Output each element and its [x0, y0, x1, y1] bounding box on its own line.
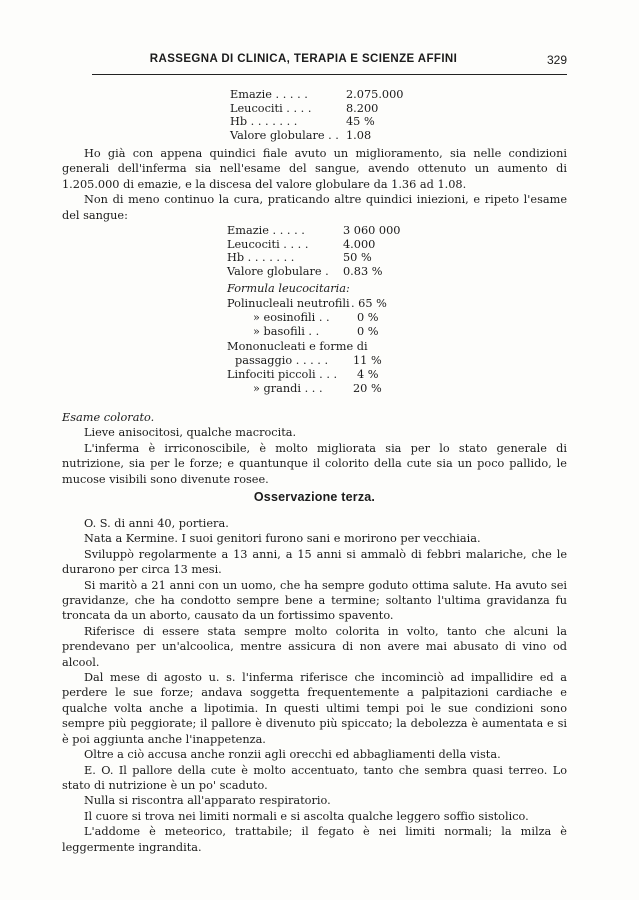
formula-title: Formula leucocitaria:: [227, 281, 350, 295]
row-label: » basofili . .: [253, 325, 320, 339]
paragraph: Ho già con appena quindici fiale avuto un miglioramento, sia nelle condizioni generali dell'inferma sia nell'esame del sangue, avendo ottenuto un aumento di 1.205.000 di emazie, e la discesa del valore globulare da 1.36 ad 1.08.: [62, 147, 567, 191]
row-value: 0 %: [357, 325, 379, 339]
table-row: [227, 224, 401, 238]
row-value: 2.075.000: [346, 88, 404, 101]
row-value: 50 %: [343, 251, 372, 265]
row-label: Valore globulare .: [227, 265, 329, 279]
table-row: [227, 237, 376, 252]
row-value: 4.000: [343, 237, 376, 251]
row-value: 20 %: [353, 382, 382, 396]
row-label: Emazie . . . . .: [230, 88, 308, 101]
paragraph: Non di meno continuo la cura, praticando altre quindici iniezioni, e ripeto l'esame del sangue:: [62, 193, 567, 222]
row-label: » eosinofili . .: [253, 311, 330, 325]
table-row: [227, 251, 372, 265]
subsection-title: Esame colorato.: [62, 411, 155, 424]
row-label: Polinucleali neutrofili: [227, 297, 350, 310]
row-value: 0 %: [357, 311, 379, 325]
page-number: 329: [546, 53, 567, 67]
row-label: Valore globulare . .: [230, 129, 339, 143]
paragraph: E. O. Il pallore della cute è molto accentuato, tanto che sembra quasi terreo. Lo stato di nutrizione è un po' scaduto.: [62, 763, 567, 792]
row-value: 1.08: [346, 129, 372, 143]
paragraph: Il cuore si trova nei limiti normali e si ascolta qualche leggero soffio sistolico.: [84, 809, 529, 823]
row-value: 3 060 000: [343, 224, 401, 237]
row-value: 0.83 %: [343, 265, 383, 279]
paragraph: Nulla si riscontra all'apparato respiratorio.: [84, 794, 331, 808]
paragraph: L'inferma è irriconoscibile, è molto migliorata sia per lo stato generale di nutrizione, sia per le forze; e quantunque il colorito della cute sia un poco pallido, le mucose visibili sono divenute rosee.: [62, 441, 567, 486]
row-label: Hb . . . . . . .: [230, 115, 298, 129]
section-title: Osservazione terza.: [253, 490, 376, 504]
paragraphs-a: [62, 146, 567, 223]
row-label: Linfociti piccoli . . .: [227, 367, 338, 381]
row-label: Leucociti . . . .: [227, 237, 309, 251]
row-value: 11 %: [353, 353, 382, 367]
paragraph: Nata a Kermine. I suoi genitori furono sani e morirono per vecchiaia.: [84, 532, 481, 546]
table-row: [227, 265, 383, 279]
row-label: Emazie . . . . .: [227, 224, 305, 237]
esame-colorato-section: [62, 410, 567, 487]
row-value: . 65 %: [351, 297, 387, 310]
header-rule: [92, 74, 567, 75]
paragraph: Oltre a ciò accusa anche ronzii agli orecchi ed abbagliamenti della vista.: [84, 748, 501, 762]
running-header: [92, 53, 567, 71]
paragraphs-c: [62, 516, 567, 855]
blood-exam-table-2: [227, 224, 401, 302]
row-label: Leucociti . . . .: [230, 101, 312, 115]
paragraph: Lieve anisocitosi, qualche macrocita.: [84, 426, 297, 440]
row-value: 8.200: [346, 101, 379, 115]
paragraph: Dal mese di agosto u. s. l'inferma riferisce che incominciò ad impallidire ed a perdere le sue forze; andava soggetta frequentemente a palpitazioni cardiache e qualche volta anche a lipotimia. In questi ultimi tempi poi le sue condizioni sono sempre più peggiorate; il pallore è divenuto più spiccato; la debolezza è aumentata e si è poi aggiunta anche l'inappetenza.: [62, 671, 567, 746]
paragraph: L'addome è meteorico, trattabile; il fegato è nei limiti normali; la milza è leggermente ingrandita.: [62, 825, 567, 854]
row-value: 4 %: [357, 367, 379, 381]
paragraph: Si maritò a 21 anni con un uomo, che ha sempre goduto ottima salute. Ha avuto sei gravidanze, che ha condotto sempre bene a termine; soltanto l'ultima gravidanza fu troncata da un aborto, causato da un fortissimo spavento.: [62, 578, 567, 623]
running-title: RASSEGNA DI CLINICA, TERAPIA E SCIENZE AFFINI: [149, 53, 458, 65]
paragraph: Sviluppò regolarmente a 13 anni, a 15 anni si ammalò di febbri malariche, che le durarono per circa 13 mesi.: [62, 547, 567, 577]
row-label: passaggio . . . . .: [235, 353, 329, 367]
row-label: Hb . . . . . . .: [227, 251, 295, 265]
row-label: » grandi . . .: [253, 382, 323, 396]
paragraph: Riferisce di essere stata sempre molto colorita in volto, tanto che alcuni la prendevano per un'alcoolica, mentre assicura di non avere mai abusato di vino od alcool.: [62, 624, 567, 669]
row-label: Mononucleati e forme di: [227, 339, 368, 353]
row-value: 45 %: [346, 115, 375, 129]
paragraph: O. S. di anni 40, portiera.: [84, 517, 229, 530]
